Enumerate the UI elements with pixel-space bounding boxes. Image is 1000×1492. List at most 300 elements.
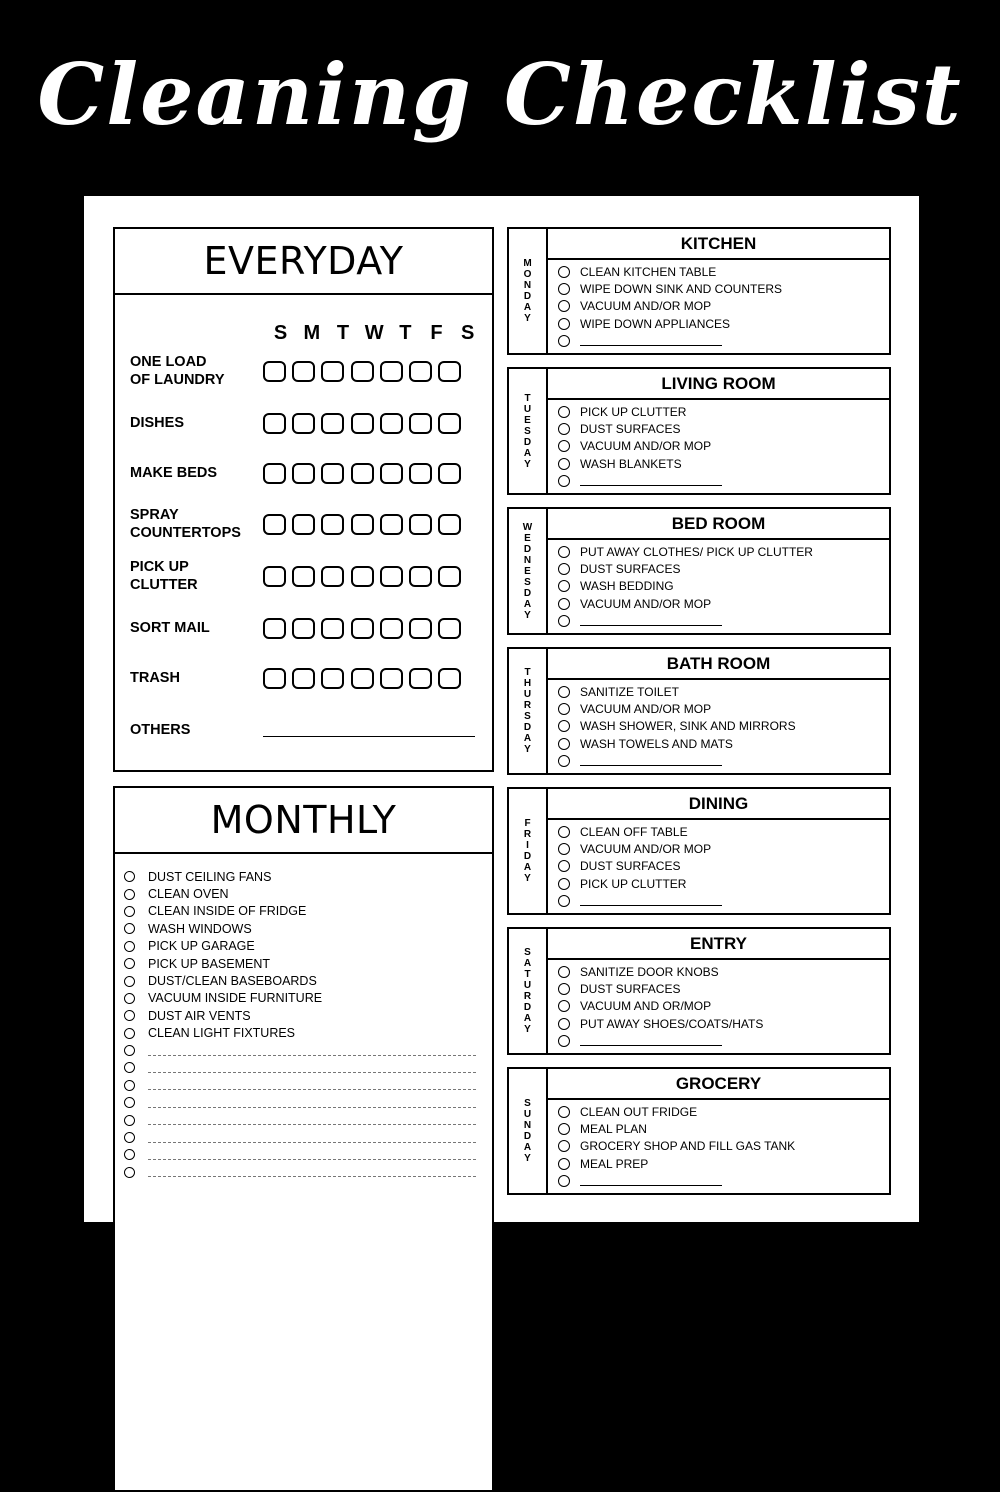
room-task-list xyxy=(558,403,722,490)
monthly-blank-item xyxy=(124,1164,476,1181)
checkbox-circle[interactable] xyxy=(558,406,570,418)
room-task-label: WASH BLANKETS xyxy=(580,456,682,471)
room-task-label: PICK UP CLUTTER xyxy=(580,404,687,419)
day-checkbox[interactable] xyxy=(351,361,374,382)
room-heading: DINING xyxy=(548,789,889,820)
monthly-item-label: VACUUM INSIDE FURNITURE xyxy=(148,991,323,1006)
day-checkbox[interactable] xyxy=(438,618,461,639)
day-checkbox[interactable] xyxy=(263,566,286,587)
day-checkbox[interactable] xyxy=(321,668,344,689)
page-title: Cleaning Checklist xyxy=(37,45,963,144)
day-checkbox[interactable] xyxy=(292,618,315,639)
weekday-letter: A xyxy=(523,733,532,744)
task-label-line: SPRAY xyxy=(130,507,179,523)
day-checkbox[interactable] xyxy=(263,618,286,639)
day-checkbox[interactable] xyxy=(380,514,403,535)
monthly-item xyxy=(124,903,476,920)
weekly-box-friday xyxy=(507,787,891,915)
room-task-item xyxy=(558,543,813,560)
checkbox-circle[interactable] xyxy=(558,615,570,627)
room-heading: KITCHEN xyxy=(548,229,889,260)
checkbox-circle[interactable] xyxy=(558,475,570,487)
weekday-letter: R xyxy=(523,991,532,1002)
day-checkboxes xyxy=(263,618,467,639)
day-checkbox[interactable] xyxy=(380,361,403,382)
day-checkbox[interactable] xyxy=(321,566,344,587)
weekday-letter: R xyxy=(523,700,532,711)
room-task-item xyxy=(558,840,722,857)
room-task-list xyxy=(558,1103,795,1190)
weekday-letter: Y xyxy=(524,1153,531,1164)
day-checkboxes xyxy=(263,566,467,587)
weekday-letter: F xyxy=(524,818,531,829)
room-task-item xyxy=(558,1103,795,1120)
weekday-letter: D xyxy=(523,851,532,862)
room-task-item xyxy=(558,1015,763,1032)
day-checkbox[interactable] xyxy=(263,361,286,382)
weekday-letter: A xyxy=(523,1013,532,1024)
room-task-label: MEAL PREP xyxy=(580,1156,649,1171)
weekday-letter: Y xyxy=(524,744,531,755)
monthly-blank-item xyxy=(124,1094,476,1111)
weekday-label xyxy=(509,369,548,493)
room-heading: ENTRY xyxy=(548,929,889,960)
checkbox-circle[interactable] xyxy=(558,458,570,470)
monthly-heading: MONTHLY xyxy=(115,788,492,854)
checkbox-circle[interactable] xyxy=(124,1010,135,1021)
checkbox-circle[interactable] xyxy=(558,580,570,592)
room-task-label: SANITIZE TOILET xyxy=(580,684,679,699)
room-task-list xyxy=(558,683,796,770)
room-task-label: VACUUM AND/OR MOP xyxy=(580,299,712,314)
day-checkbox[interactable] xyxy=(351,668,374,689)
day-checkbox[interactable] xyxy=(321,361,344,382)
day-checkbox[interactable] xyxy=(409,618,432,639)
room-task-label: CLEAN KITCHEN TABLE xyxy=(580,264,717,279)
room-task-item xyxy=(558,823,722,840)
monthly-section xyxy=(113,786,494,1492)
weekday-letter: R xyxy=(523,829,532,840)
day-checkbox[interactable] xyxy=(292,463,315,484)
day-checkbox[interactable] xyxy=(263,668,286,689)
everyday-task-label xyxy=(130,353,263,389)
others-write-line[interactable] xyxy=(263,724,475,737)
monthly-item-label: PICK UP BASEMENT xyxy=(148,956,271,971)
weekday-letter: T xyxy=(524,969,531,980)
weekday-letter: A xyxy=(523,302,532,313)
day-checkbox[interactable] xyxy=(351,463,374,484)
checkbox-circle[interactable] xyxy=(558,598,570,610)
checkbox-circle[interactable] xyxy=(558,1140,570,1152)
day-checkbox[interactable] xyxy=(380,413,403,434)
room-task-list xyxy=(558,543,813,630)
everyday-task-label xyxy=(130,464,263,482)
weekday-letter: E xyxy=(524,414,531,426)
monthly-blank-item xyxy=(124,1059,476,1076)
monthly-blank-item xyxy=(124,1111,476,1128)
checkbox-circle[interactable] xyxy=(558,966,570,978)
weekly-box-thursday xyxy=(507,647,891,775)
checkbox-circle[interactable] xyxy=(558,738,570,750)
day-checkbox[interactable] xyxy=(263,514,286,535)
weekday-label xyxy=(509,229,548,353)
monthly-blank-item xyxy=(124,1077,476,1094)
checkbox-circle[interactable] xyxy=(558,1123,570,1135)
task-label-line: OF LAUNDRY xyxy=(130,372,225,388)
checkbox-circle[interactable] xyxy=(558,843,570,855)
checkbox-circle[interactable] xyxy=(558,878,570,890)
room-task-label: WIPE DOWN SINK AND COUNTERS xyxy=(580,282,783,297)
write-in-line[interactable] xyxy=(580,617,722,626)
monthly-item-label: CLEAN LIGHT FIXTURES xyxy=(148,1026,296,1041)
weekday-letter: D xyxy=(523,291,532,302)
room-task-label: MEAL PLAN xyxy=(580,1122,647,1137)
room-task-label: DUST SURFACES xyxy=(580,562,681,577)
monthly-item-label: DUST CEILING FANS xyxy=(148,869,272,884)
weekday-letter: S xyxy=(524,576,531,588)
room-task-item xyxy=(558,403,722,420)
day-checkbox[interactable] xyxy=(292,361,315,382)
checkbox-circle[interactable] xyxy=(558,895,570,907)
day-checkbox[interactable] xyxy=(321,463,344,484)
day-checkbox[interactable] xyxy=(438,514,461,535)
room-task-item xyxy=(558,980,763,997)
day-checkbox[interactable] xyxy=(409,463,432,484)
monthly-item xyxy=(124,1007,476,1024)
day-checkbox[interactable] xyxy=(438,668,461,689)
room-heading: LIVING ROOM xyxy=(548,369,889,400)
day-letter: W xyxy=(364,322,384,344)
weekday-letter: O xyxy=(523,269,532,280)
monthly-blank-item xyxy=(124,1146,476,1163)
checkbox-circle[interactable] xyxy=(558,860,570,872)
weekday-letter: S xyxy=(524,947,531,958)
everyday-task-row xyxy=(130,554,485,598)
room-task-label: PICK UP CLUTTER xyxy=(580,876,687,891)
day-checkbox[interactable] xyxy=(409,566,432,587)
task-label-line: ONE LOAD xyxy=(130,354,207,370)
everyday-task-label xyxy=(130,414,263,432)
room-task-label: WASH TOWELS AND MATS xyxy=(580,736,733,751)
weekday-letter: E xyxy=(524,532,531,544)
weekday-letter: N xyxy=(523,1120,532,1131)
weekday-letter: D xyxy=(523,587,532,599)
room-task-item xyxy=(558,998,763,1015)
checkbox-circle[interactable] xyxy=(124,941,135,952)
day-letter: S xyxy=(461,322,475,344)
weekday-letter: I xyxy=(526,840,529,851)
room-task-item xyxy=(558,1120,795,1137)
weekday-letter: S xyxy=(524,425,531,437)
checkbox-circle[interactable] xyxy=(558,1106,570,1118)
room-task-label: SANITIZE DOOR KNOBS xyxy=(580,964,719,979)
write-in-line[interactable] xyxy=(580,477,722,486)
room-task-label: VACUUM AND/OR MOP xyxy=(580,439,712,454)
checkbox-circle[interactable] xyxy=(558,826,570,838)
room-task-item xyxy=(558,683,796,700)
day-checkboxes xyxy=(263,413,467,434)
room-task-label: CLEAN OFF TABLE xyxy=(580,824,688,839)
write-in-line[interactable] xyxy=(580,337,722,346)
weekly-box-wednesday xyxy=(507,507,891,635)
day-checkbox[interactable] xyxy=(380,618,403,639)
weekday-letter: D xyxy=(523,1131,532,1142)
weekday-label xyxy=(509,1069,548,1193)
write-in-line[interactable] xyxy=(148,1098,476,1108)
everyday-task-row xyxy=(130,606,485,650)
weekday-letter: S xyxy=(524,1098,531,1109)
day-letter: T xyxy=(336,322,350,344)
monthly-item-label: PICK UP GARAGE xyxy=(148,939,255,954)
room-heading: BATH ROOM xyxy=(548,649,889,680)
checkbox-circle[interactable] xyxy=(558,703,570,715)
write-in-line[interactable] xyxy=(580,897,722,906)
everyday-task-row xyxy=(130,451,485,495)
room-task-list xyxy=(558,263,782,350)
checkbox-circle[interactable] xyxy=(124,1097,135,1108)
write-in-line[interactable] xyxy=(148,1080,476,1090)
room-task-item xyxy=(558,963,763,980)
checkbox-circle[interactable] xyxy=(124,1167,135,1178)
room-task-label: VACUUM AND/OR MOP xyxy=(580,702,712,717)
day-checkbox[interactable] xyxy=(321,618,344,639)
write-in-line[interactable] xyxy=(148,1150,476,1160)
checkbox-circle[interactable] xyxy=(558,266,570,278)
checkbox-circle[interactable] xyxy=(124,1132,135,1143)
room-task-list xyxy=(558,823,722,910)
weekday-letter: D xyxy=(523,1002,532,1013)
weekday-label xyxy=(509,789,548,913)
monthly-list xyxy=(124,868,476,1181)
room-task-label: PUT AWAY SHOES/COATS/HATS xyxy=(580,1016,764,1031)
write-in-line[interactable] xyxy=(148,1115,476,1125)
room-task-item xyxy=(558,578,813,595)
others-label: OTHERS xyxy=(130,722,191,738)
task-label-line: SORT MAIL xyxy=(130,620,210,636)
weekday-letter: T xyxy=(524,667,531,678)
checkbox-circle[interactable] xyxy=(124,1115,135,1126)
day-checkbox[interactable] xyxy=(263,463,286,484)
weekday-letter: N xyxy=(523,280,532,291)
weekday-letter: D xyxy=(523,543,532,555)
checkbox-circle[interactable] xyxy=(558,1175,570,1187)
room-task-label: WASH SHOWER, SINK AND MIRRORS xyxy=(580,719,796,734)
checkbox-circle[interactable] xyxy=(124,889,135,900)
day-checkbox[interactable] xyxy=(438,566,461,587)
day-checkbox[interactable] xyxy=(438,413,461,434)
checkbox-circle[interactable] xyxy=(558,318,570,330)
checkbox-circle[interactable] xyxy=(124,1028,135,1039)
checkbox-circle[interactable] xyxy=(558,335,570,347)
weekday-letter: U xyxy=(523,980,532,991)
room-task-label: VACUUM AND/OR MOP xyxy=(580,596,712,611)
checklist-sheet xyxy=(84,196,919,1222)
room-task-label: WASH BEDDING xyxy=(580,579,674,594)
checkbox-circle[interactable] xyxy=(124,958,135,969)
checkbox-circle[interactable] xyxy=(558,563,570,575)
weekday-letter: A xyxy=(523,1142,532,1153)
checkbox-circle[interactable] xyxy=(558,755,570,767)
day-letter: F xyxy=(430,322,443,344)
weekday-label xyxy=(509,929,548,1053)
checkbox-circle[interactable] xyxy=(124,976,135,987)
everyday-task-label xyxy=(130,506,263,542)
monthly-item-label: DUST/CLEAN BASEBOARDS xyxy=(148,974,317,989)
task-label-line: TRASH xyxy=(130,670,180,686)
write-in-line[interactable] xyxy=(148,1063,476,1073)
checkbox-circle[interactable] xyxy=(558,423,570,435)
day-checkbox[interactable] xyxy=(263,413,286,434)
checkbox-circle[interactable] xyxy=(124,993,135,1004)
room-task-item xyxy=(558,263,782,280)
task-label-line: COUNTERTOPS xyxy=(130,525,241,541)
task-label-line: CLUTTER xyxy=(130,577,198,593)
weekly-box-saturday xyxy=(507,927,891,1055)
checkbox-circle[interactable] xyxy=(124,871,135,882)
write-in-line[interactable] xyxy=(148,1046,476,1056)
day-checkbox[interactable] xyxy=(380,566,403,587)
room-task-label: PUT AWAY CLOTHES/ PICK UP CLUTTER xyxy=(580,544,813,559)
weekday-letter: M xyxy=(523,258,532,269)
weekday-letter: Y xyxy=(524,873,531,884)
day-checkbox[interactable] xyxy=(292,566,315,587)
day-checkbox[interactable] xyxy=(438,463,461,484)
weekday-letter: T xyxy=(524,392,531,404)
checkbox-circle[interactable] xyxy=(124,906,135,917)
everyday-section xyxy=(113,227,494,772)
checkbox-circle[interactable] xyxy=(558,283,570,295)
weekday-letter: U xyxy=(523,689,532,700)
monthly-item xyxy=(124,990,476,1007)
everyday-task-label xyxy=(130,558,263,594)
day-checkbox[interactable] xyxy=(409,668,432,689)
checkbox-circle[interactable] xyxy=(558,1158,570,1170)
room-task-label: DUST SURFACES xyxy=(580,422,681,437)
weekday-letter: D xyxy=(523,436,532,448)
task-label-line: DISHES xyxy=(130,415,184,431)
day-checkbox[interactable] xyxy=(351,514,374,535)
checkbox-circle[interactable] xyxy=(124,1080,135,1091)
monthly-blank-item xyxy=(124,1042,476,1059)
room-blank-item xyxy=(558,1033,763,1050)
room-task-list xyxy=(558,963,763,1050)
day-checkbox[interactable] xyxy=(409,361,432,382)
weekday-letter: A xyxy=(523,447,532,459)
checkbox-circle[interactable] xyxy=(558,546,570,558)
day-checkbox[interactable] xyxy=(321,514,344,535)
day-checkbox[interactable] xyxy=(351,618,374,639)
monthly-item xyxy=(124,972,476,989)
monthly-item xyxy=(124,868,476,885)
monthly-item-label: WASH WINDOWS xyxy=(148,921,252,936)
room-task-item xyxy=(558,560,813,577)
day-checkbox[interactable] xyxy=(351,413,374,434)
everyday-heading: EVERYDAY xyxy=(115,229,492,295)
room-task-item xyxy=(558,455,722,472)
room-task-item xyxy=(558,700,796,717)
checkbox-circle[interactable] xyxy=(558,686,570,698)
room-blank-item xyxy=(558,893,722,910)
room-blank-item xyxy=(558,473,722,490)
checkbox-circle[interactable] xyxy=(558,1000,570,1012)
room-task-item xyxy=(558,1138,795,1155)
day-checkbox[interactable] xyxy=(409,514,432,535)
write-in-line[interactable] xyxy=(580,1037,722,1046)
day-checkbox[interactable] xyxy=(409,413,432,434)
checkbox-circle[interactable] xyxy=(558,1018,570,1030)
day-checkbox[interactable] xyxy=(438,361,461,382)
task-label-line: PICK UP xyxy=(130,559,189,575)
checkbox-circle[interactable] xyxy=(558,983,570,995)
checkbox-circle[interactable] xyxy=(558,440,570,452)
everyday-task-row xyxy=(130,656,485,700)
room-task-item xyxy=(558,298,782,315)
checkbox-circle[interactable] xyxy=(124,1149,135,1160)
day-checkbox[interactable] xyxy=(292,413,315,434)
day-letters xyxy=(265,322,483,345)
day-checkbox[interactable] xyxy=(292,668,315,689)
room-task-item xyxy=(558,280,782,297)
write-in-line[interactable] xyxy=(148,1133,476,1143)
room-blank-item xyxy=(558,333,782,350)
weekday-letter: A xyxy=(523,862,532,873)
weekday-letter: Y xyxy=(524,1024,531,1035)
room-heading: BED ROOM xyxy=(548,509,889,540)
checkbox-circle[interactable] xyxy=(558,1035,570,1047)
day-checkbox[interactable] xyxy=(292,514,315,535)
room-task-item xyxy=(558,420,722,437)
day-checkboxes xyxy=(263,668,467,689)
monthly-item xyxy=(124,1025,476,1042)
write-in-line[interactable] xyxy=(580,757,722,766)
weekday-letter: A xyxy=(523,598,532,610)
room-task-item xyxy=(558,595,813,612)
day-letter: S xyxy=(273,322,288,344)
day-checkbox[interactable] xyxy=(351,566,374,587)
weekday-letter: Y xyxy=(524,458,531,470)
weekday-letter: A xyxy=(523,958,532,969)
checkbox-circle[interactable] xyxy=(558,720,570,732)
weekly-box-tuesday xyxy=(507,367,891,495)
checkbox-circle[interactable] xyxy=(124,923,135,934)
weekday-label xyxy=(509,649,548,773)
room-task-label: CLEAN OUT FRIDGE xyxy=(580,1104,698,1119)
room-task-label: DUST SURFACES xyxy=(580,859,681,874)
room-task-item xyxy=(558,1155,795,1172)
everyday-task-row xyxy=(130,349,485,393)
weekday-letter: H xyxy=(523,678,532,689)
room-task-label: VACUUM AND OR/MOP xyxy=(580,999,712,1014)
room-task-item xyxy=(558,718,796,735)
monthly-item-label: CLEAN OVEN xyxy=(148,887,229,902)
weekday-letter: S xyxy=(524,711,531,722)
checkbox-circle[interactable] xyxy=(124,1045,135,1056)
write-in-line[interactable] xyxy=(148,1167,476,1177)
monthly-item-label: CLEAN INSIDE OF FRIDGE xyxy=(148,904,307,919)
write-in-line[interactable] xyxy=(580,1177,722,1186)
day-checkbox[interactable] xyxy=(380,463,403,484)
room-blank-item xyxy=(558,753,796,770)
day-checkbox[interactable] xyxy=(321,413,344,434)
day-letter: T xyxy=(399,322,412,344)
checkbox-circle[interactable] xyxy=(558,300,570,312)
day-checkboxes xyxy=(263,514,467,535)
checkbox-circle[interactable] xyxy=(124,1062,135,1073)
monthly-item xyxy=(124,885,476,902)
day-checkbox[interactable] xyxy=(380,668,403,689)
weekday-letter: E xyxy=(524,565,531,577)
room-task-label: GROCERY SHOP AND FILL GAS TANK xyxy=(580,1139,796,1154)
